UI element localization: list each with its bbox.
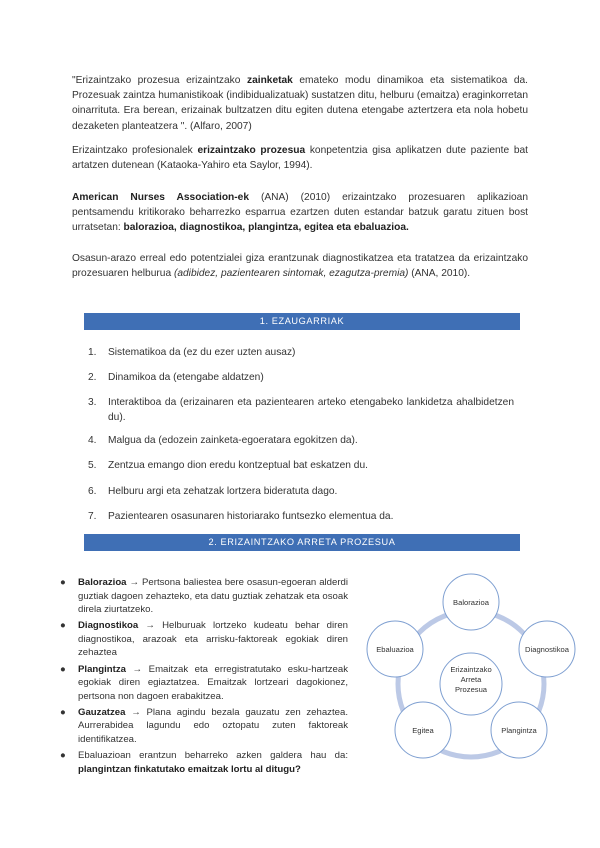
p2-text-a: Erizaintzako profesionalek: [72, 145, 198, 156]
step-term: Plangintza: [78, 663, 126, 675]
list-item: [60, 576, 348, 617]
p1-text-c: emateko modu dinamikoa eta sistematikoa da. Prozesuak zaintza humanistikoak (indibidualizatuak) sustatzen ditu, helburu (emaitza) eraginkorretan oinarrituta. Era berean, erizainak bultzatzen ditu egiten dutena etengabe aztertzera eta nola hobetu dezaketen planteatzera ". (Alfaro, 2007): [72, 75, 528, 132]
intro-quote-paragraph: [72, 73, 528, 134]
bullet-icon: ●: [60, 750, 66, 762]
professionals-paragraph: [72, 143, 528, 173]
step-text: → Helburuak lortzeko kudeatu behar diren diagnostikoa, arazoak eta arrisku-faktoreak egokiak diren zehaztea: [78, 620, 348, 659]
list-number: 4.: [88, 435, 97, 446]
p4-text-c: (ANA, 2010).: [408, 268, 471, 280]
step-term: Balorazioa: [78, 577, 127, 588]
center-label-line-3: Prozesua: [454, 685, 488, 694]
center-label-line-1: Erizaintzako: [450, 665, 492, 674]
node-label-plangintza: Plangintza: [501, 726, 537, 735]
list-text: Pazientearen osasunaren historiarako funtsezko elementua da.: [108, 511, 394, 522]
center-label-line-2: Arreta: [460, 675, 482, 684]
list-text: Interaktiboa da (erizainaren eta pazientearen arteko etengabeko lankidetza ahalbidetzen du).: [108, 397, 514, 423]
step-text: → Pertsona baliestea bere osasun-egoeran alderdi guztiak dagoen zehazteko, eta datu guztiak zehatzak eta osoak direla ziurtatzeko.: [78, 577, 348, 616]
list-number: 1.: [88, 347, 97, 358]
bullet-icon: ●: [60, 663, 66, 675]
step-text: → Plana agindu bezala gauzatu zen zehaztea. Aurrerabidea lagundu edo oztopatu zuten faktoreak identifikatzea.: [78, 706, 348, 746]
list-item: [60, 706, 348, 747]
node-label-diagnostikoa: Diagnostikoa: [525, 645, 569, 654]
section-banner-process: 2. ERIZAINTZAKO ARRETA PROZESUA: [84, 534, 520, 551]
list-number: 3.: [88, 397, 97, 408]
step-text: Ebaluazioan erantzun beharreko azken galdera hau da:: [78, 750, 348, 762]
step-text: → Emaitzak eta erregistratutako esku-hartzeak egokiak diren egiaztatzea. Emaitzak lortzeari dagokionez, pertsona non dagoen erabakitzea.: [78, 663, 348, 702]
list-text: Zentzua emango dion eredu kontzeptual bat eskatzen du.: [108, 460, 368, 471]
process-cycle-diagram: [362, 572, 580, 772]
p3-text: (ANA) (2010) erizaintzako prozesuaren aplikazioan pentsamendu kritikorako beharrezko esparrua ezartzen duten estandar batzuk garatu zituen bost urratsetan:: [72, 192, 528, 234]
list-item: [60, 619, 348, 660]
list-item: [60, 749, 348, 776]
list-item: [60, 663, 348, 704]
list-text: Helburu argi eta zehatzak lortzera bideratuta dago.: [108, 486, 338, 497]
node-label-balorazioa: Balorazioa: [453, 598, 489, 607]
section-banner-features: 1. EZAUGARRIAK: [84, 313, 520, 330]
node-label-ebaluazioa: Ebaluazioa: [376, 645, 414, 654]
node-label-egitea: Egitea: [412, 726, 434, 735]
p4-italic: (adibidez, pazientearen sintomak, ezagutza-premia): [173, 268, 409, 280]
list-text: Dinamikoa da (etengabe aldatzen): [108, 372, 264, 383]
p4-text-a: Osasun-arazo erreal edo potentzialei giza erantzunak diagnostikatzea eta tratatzea da erizaintzako prozesuaren helburua: [72, 253, 528, 280]
p3-bold-end: balorazioa, diagnostikoa, plangintza, egitea eta ebaluazioa.: [123, 222, 409, 234]
p2-text-c: konpetentzia gisa aplikatzen dute paziente bat artatzen dutenean (Kataoka-Yahiro eta Saylor, 1994).: [72, 145, 529, 172]
center-circle: [440, 653, 502, 715]
list-number: 5.: [88, 460, 97, 471]
p1-text-a: "Erizaintzako prozesua erizaintzako: [72, 75, 247, 86]
process-steps-list: [60, 576, 348, 779]
step-bold-question: plangintzan finkatutako emaitzak lortu al ditugu?: [78, 763, 301, 775]
step-term: Gauzatzea: [78, 706, 126, 718]
list-text: Sistematikoa da (ez du ezer uzten ausaz): [108, 347, 296, 358]
bullet-icon: ●: [60, 706, 66, 718]
ana-paragraph: [72, 190, 528, 236]
list-text: Malgua da (edozein zainketa-egoeratara egokitzen da).: [108, 435, 358, 446]
list-number: 6.: [88, 486, 97, 497]
list-number: 7.: [88, 511, 97, 522]
step-term: Diagnostikoa: [78, 620, 139, 632]
p2-bold: erizaintzako prozesua: [197, 145, 306, 156]
goal-paragraph: [72, 251, 528, 281]
p3-bold-start: American Nurses Association-ek: [72, 192, 249, 203]
p1-bold: zainketak: [246, 75, 293, 86]
bullet-icon: ●: [60, 620, 66, 632]
list-number: 2.: [88, 372, 97, 383]
bullet-icon: ●: [60, 577, 66, 588]
